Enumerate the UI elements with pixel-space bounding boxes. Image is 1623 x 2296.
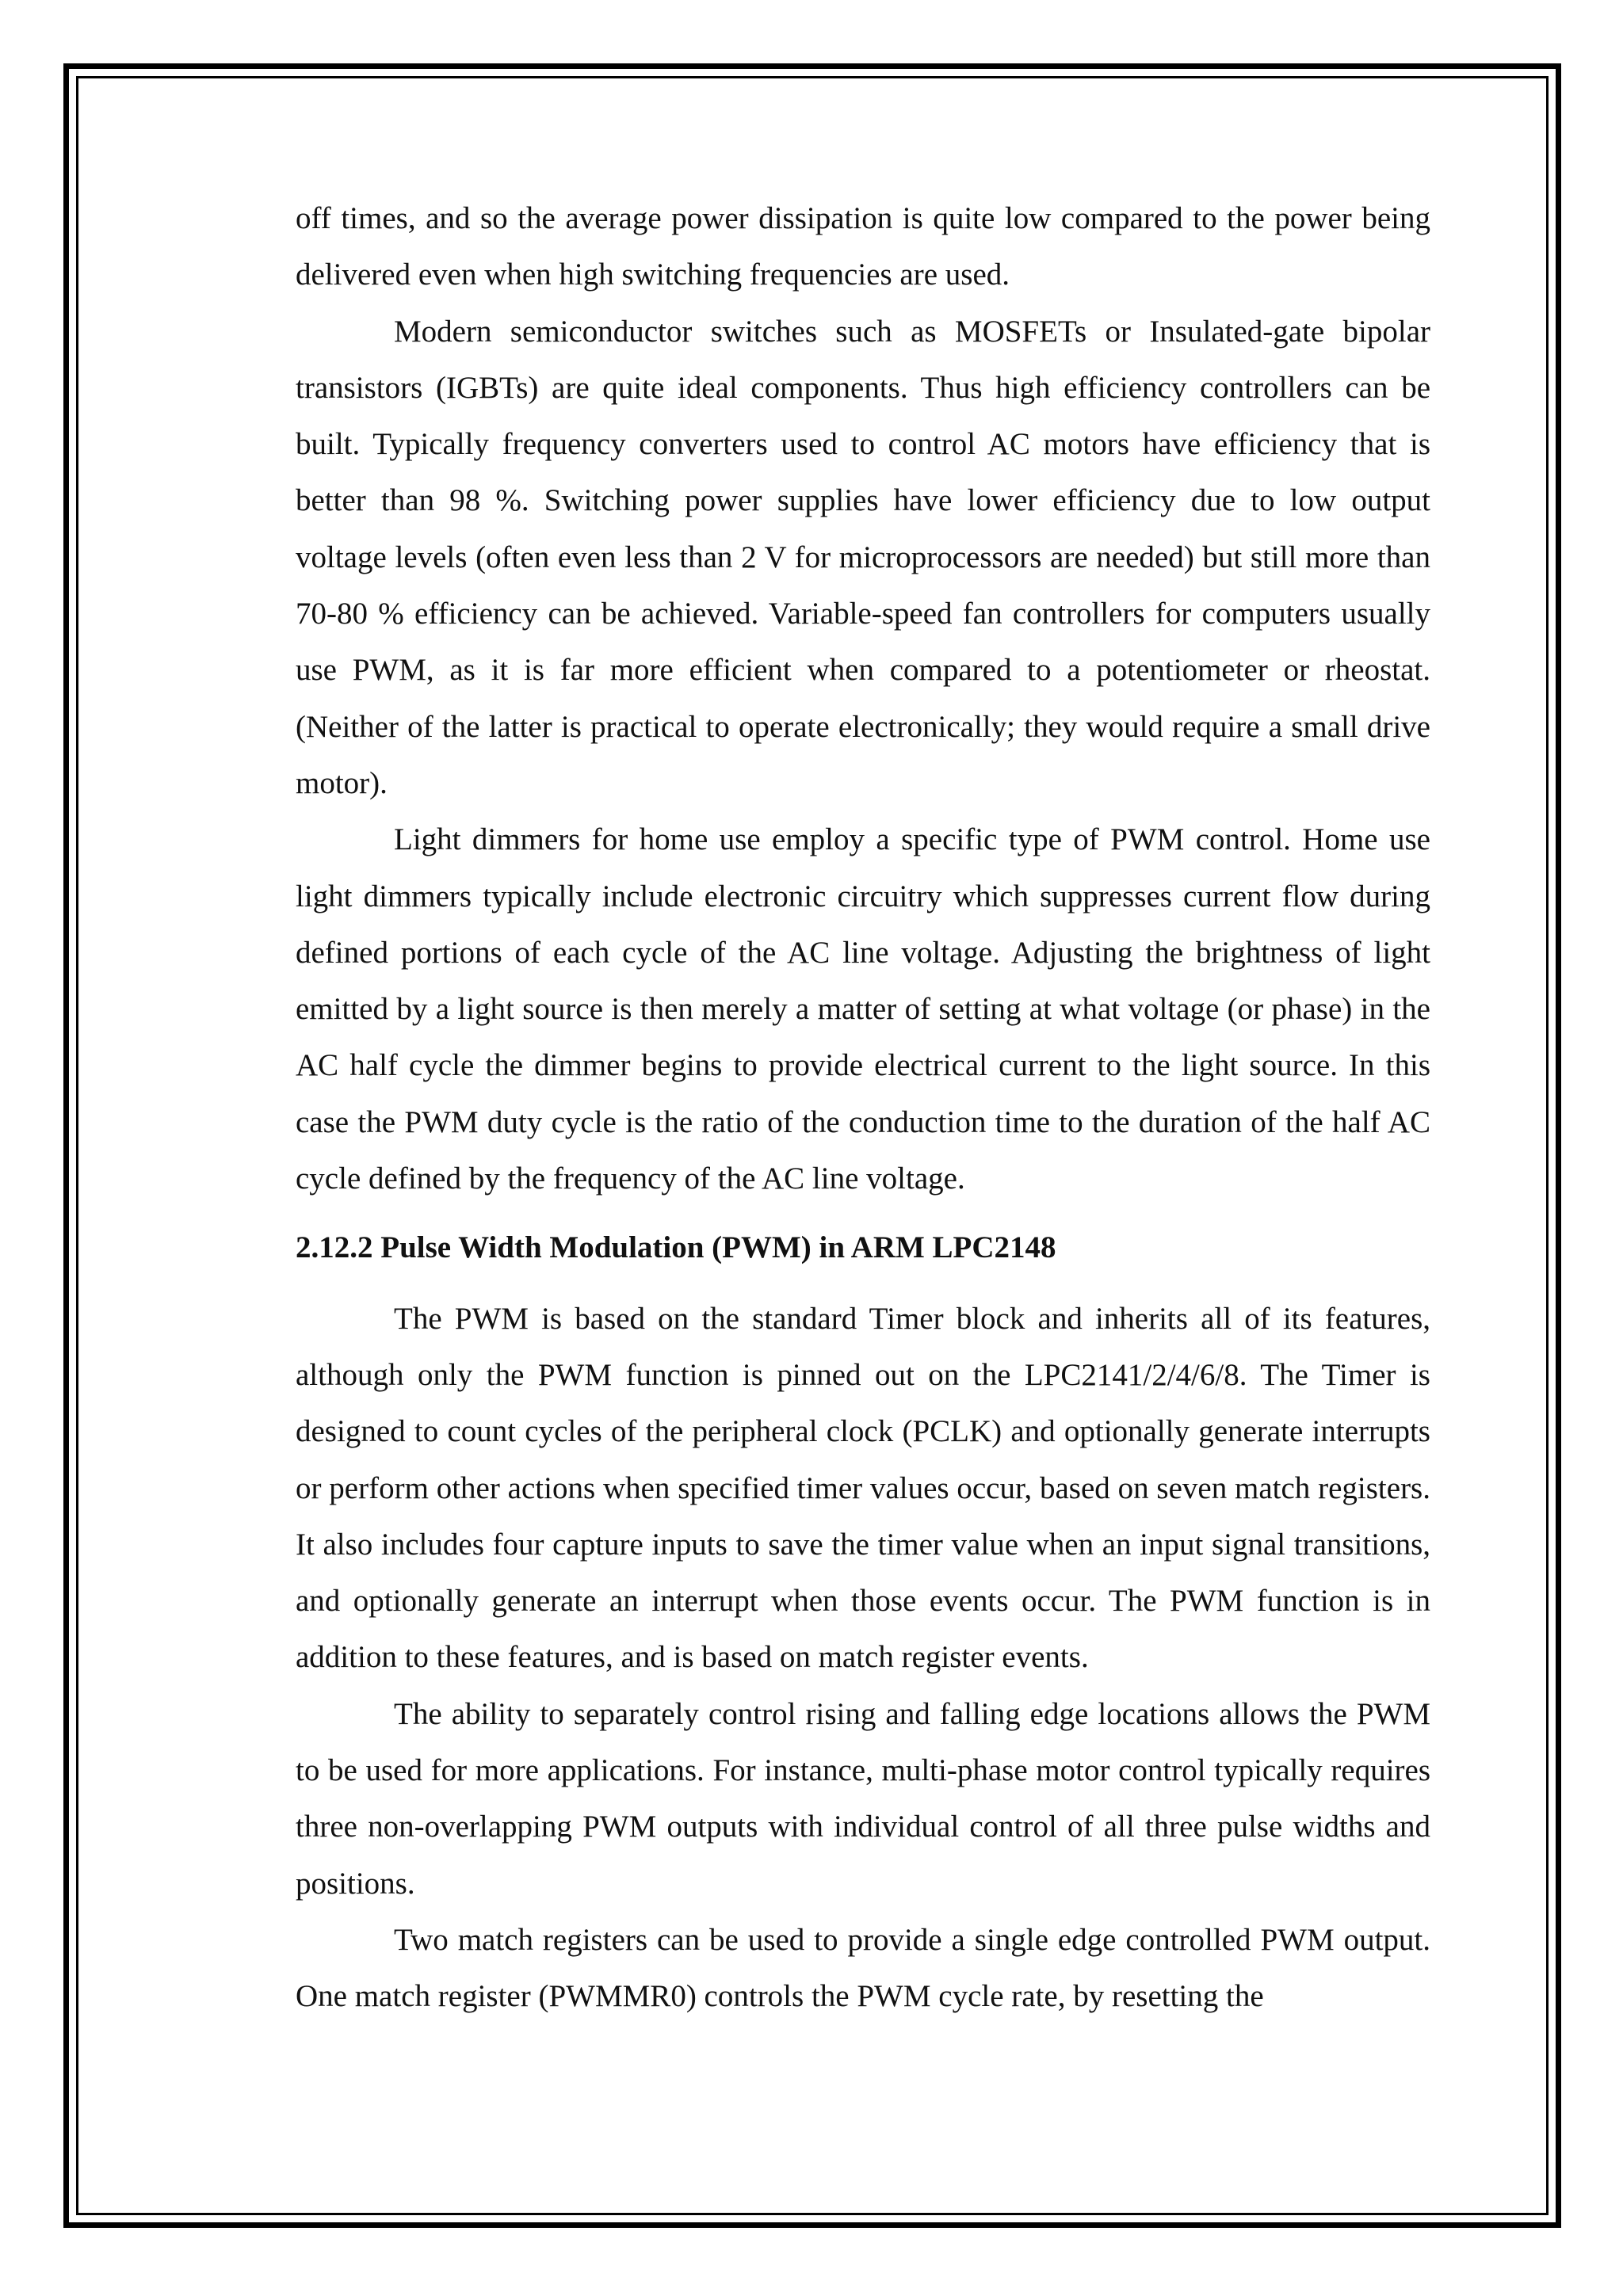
paragraph-match-registers: Two match registers can be used to provide a single edge controlled PWM output. One match register (PWMMR0) controls the PWM cycle rate, by resetting the: [296, 1922, 1430, 2014]
paragraph-pwm-timer: The PWM is based on the standard Timer block and inherits all of its features, although only the PWM function is pinned out on the LPC2141/2/4/6/8. The Timer is designed to count cycles of the peripheral clock (PCLK) and optionally generate interrupts or perform other actions when specified timer values occur, based on seven match registers. It also includes four capture inputs to save the timer value when an input signal transitions, and optionally generate an interrupt when those events occur. The PWM function is in addition to these features, and is based on match register events.: [296, 1301, 1430, 1675]
paragraph-edge-control: The ability to separately control rising and falling edge locations allows the PWM to be used for more applications. For instance, multi-phase motor control typically requires three non-overlapping PWM outputs with individual control of all three pulse widths and positions.: [296, 1696, 1430, 1901]
paragraph-light-dimmers: Light dimmers for home use employ a specific type of PWM control. Home use light dimmers typically include electronic circuitry which suppresses current flow during defined portions of each cycle of the AC line voltage. Adjusting the brightness of light emitted by a light source is then merely a matter of setting at what voltage (or phase) in the AC half cycle the dimmer begins to provide electrical current to the light source. In this case the PWM duty cycle is the ratio of the conduction time to the duration of the half AC cycle defined by the frequency of the AC line voltage.: [296, 822, 1430, 1196]
paragraph-power-dissipation: off times, and so the average power dissipation is quite low compared to the power being delivered even when high switching frequencies are used.: [296, 201, 1430, 292]
section-heading: 2.12.2 Pulse Width Modulation (PWM) in ARM LPC2148: [296, 1230, 1056, 1265]
paragraph-semiconductor-switches: Modern semiconductor switches such as MOSFETs or Insulated-gate bipolar transistors (IGBTs) are quite ideal components. Thus high efficiency controllers can be built. Typically frequency converters used to control AC motors have efficiency that is better than 98 %. Switching power supplies have lower efficiency due to low output voltage levels (often even less than 2 V for microprocessors are needed) but still more than 70-80 % efficiency can be achieved. Variable-speed fan controllers for computers usually use PWM, as it is far more efficient when compared to a potentiometer or rheostat. (Neither of the latter is practical to operate electronically; they would require a small drive motor).: [296, 314, 1430, 800]
page-body: [296, 190, 1430, 2025]
